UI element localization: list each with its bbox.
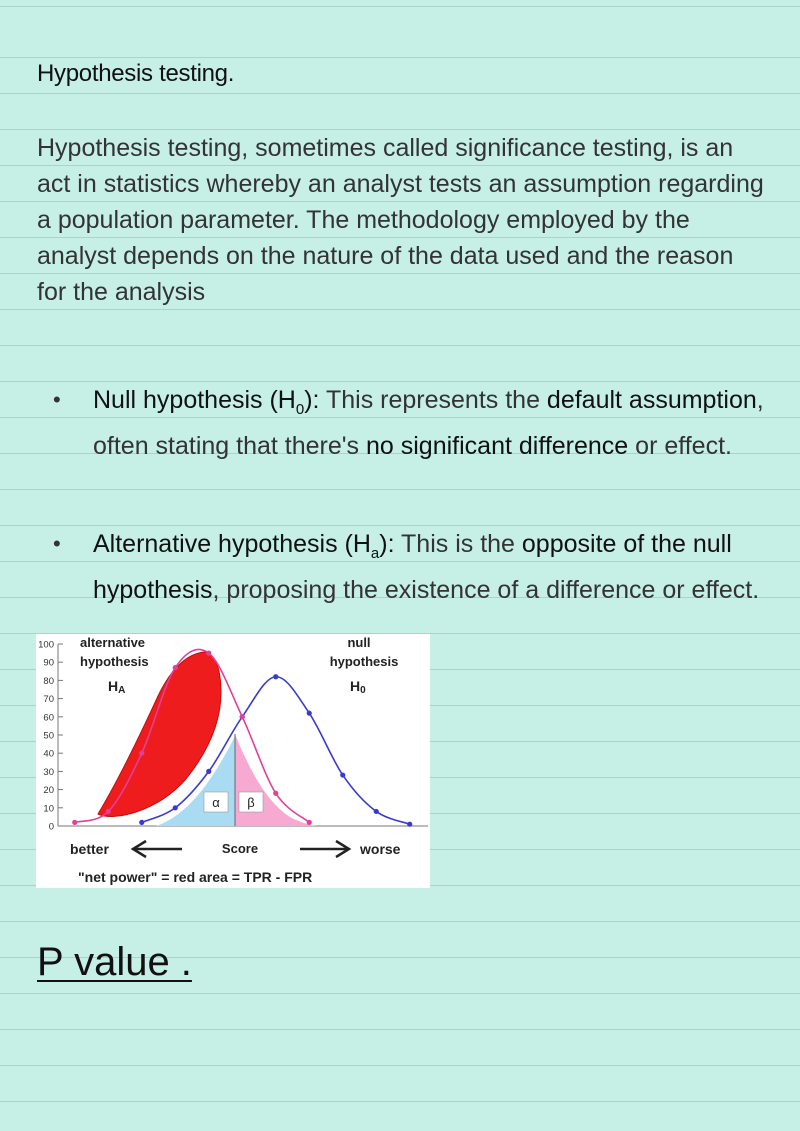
- alt-label-line1: alternative: [80, 635, 146, 650]
- null-label-line1: null: [347, 635, 371, 650]
- intro-paragraph: Hypothesis testing, sometimes called significance testing, is an act in statistics whereby an analyst tests an assumption regarding a population parameter. The methodology employed by the analyst depends on the nature of the data used and the reason for the analysis: [37, 134, 764, 306]
- null-data-point: [139, 820, 144, 825]
- worse-label: worse: [360, 841, 401, 857]
- null-data-point: [340, 772, 345, 777]
- score-label: Score: [221, 841, 259, 856]
- alt-data-point: [240, 714, 245, 719]
- y-tick-label: 70: [43, 694, 54, 706]
- y-tick-label: 20: [43, 785, 54, 797]
- better-label: better: [70, 841, 109, 857]
- null-data-point: [273, 674, 278, 679]
- bullet-bold-text: opposite of the null hypothesis: [93, 530, 732, 604]
- page-title: Hypothesis testing.: [37, 60, 235, 87]
- alt-data-point: [273, 791, 278, 796]
- alt-data-point: [139, 751, 144, 756]
- y-tick-label: 60: [43, 712, 54, 724]
- bullet-dot: •: [53, 387, 61, 412]
- null-data-point: [307, 711, 312, 716]
- null-data-point: [374, 809, 379, 814]
- chart-caption: "net power" = red area = TPR - FPR: [78, 869, 313, 885]
- alt-label-line2: hypothesis: [80, 654, 149, 669]
- section-heading-p-value: P value .: [37, 940, 192, 984]
- right-arrow-icon: [300, 841, 349, 857]
- null-label-line2: hypothesis: [329, 654, 399, 669]
- y-tick-label: 80: [43, 675, 54, 687]
- alt-symbol: HA: [108, 678, 126, 696]
- alpha-label: α: [212, 795, 220, 810]
- null-symbol: H0: [350, 678, 366, 696]
- y-tick-label: 40: [43, 748, 54, 760]
- bullet-bold-text: default assumption: [546, 386, 757, 414]
- alt-data-point: [72, 820, 77, 825]
- alt-data-point: [173, 665, 178, 670]
- y-tick-label: 0: [48, 821, 54, 833]
- left-arrow-icon: [133, 841, 182, 857]
- y-tick-label: 50: [43, 730, 54, 742]
- null-data-point: [206, 769, 211, 774]
- alt-data-point: [106, 809, 111, 814]
- beta-label: β: [247, 795, 255, 810]
- y-axis: [38, 640, 63, 833]
- null-data-point: [407, 822, 412, 827]
- bullet-term: Null hypothesis $(H_0)$:: [93, 386, 320, 418]
- bullet-null-hypothesis: • Null hypothesis $(H_0)$: This represents the default assumption, often stating that there's no significant difference or effect.: [93, 382, 773, 464]
- bullet-term: Alternative hypothesis $(H_a)$:: [93, 530, 395, 562]
- y-tick-label: 10: [43, 803, 54, 815]
- hypothesis-chart: [36, 634, 430, 888]
- alt-data-point: [307, 820, 312, 825]
- y-tick-label: 100: [38, 639, 54, 651]
- null-data-point: [173, 805, 178, 810]
- bullet-bold-text: no significant difference: [366, 432, 629, 460]
- y-tick-label: 90: [43, 657, 54, 669]
- y-tick-label: 30: [43, 766, 54, 778]
- bullet-dot: •: [53, 531, 61, 556]
- alt-data-point: [206, 651, 211, 656]
- bullet-alternative-hypothesis: • Alternative hypothesis $(H_a)$: This is the opposite of the null hypothesis, proposing the existence of a difference or effect.: [93, 526, 773, 608]
